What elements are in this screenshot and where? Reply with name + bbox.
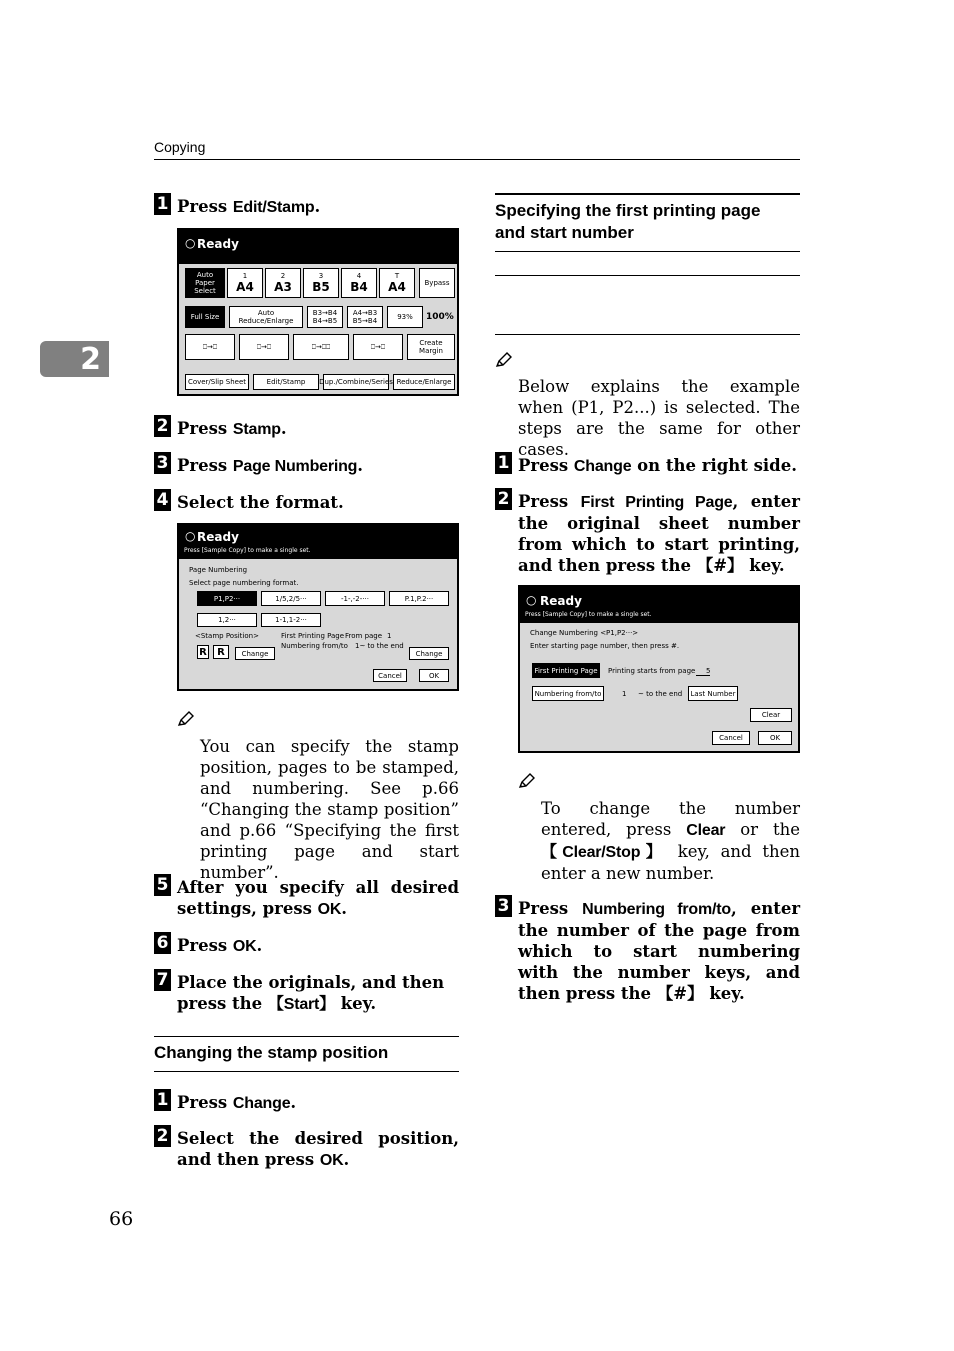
note-stamp-position: You can specify the stamp position, pages to be stamped, and numbering. See p.66 “Changing the stamp position” and p.66 “Specifying the first printing page and start number”. [200,737,459,882]
format-p1-button[interactable]: P1,P2··· [197,591,257,606]
key-ok: OK [319,1152,344,1169]
step-text: . [341,899,348,918]
full-size-button[interactable]: Full Size [185,306,225,328]
step-text: . [357,456,364,475]
format-p-dot-button[interactable]: P.1,P.2··· [389,591,449,606]
ratio-2-button[interactable]: A4→B3 B5→B4 [347,306,383,328]
stamp-position-label: <Stamp Position> [195,632,259,640]
right-section-rule-3 [495,334,800,335]
note-pencil-icon [177,711,195,727]
key-clear: Clear [686,822,726,839]
step-text: Select the format. [177,493,344,512]
running-header: Copying [154,139,206,155]
step-number: 4 [154,489,171,511]
step-text: Press [177,419,233,438]
step-number: 1 [495,452,512,474]
ok-button[interactable]: OK [758,731,792,745]
edit-stamp-tab[interactable]: Edit/Stamp [253,374,319,390]
header-rule [154,159,800,160]
auto-paper-select-button[interactable]: Auto Paper Select [185,268,225,298]
step-text: Select the desired position, and then press [177,1129,459,1169]
cancel-button[interactable]: Cancel [373,669,407,682]
step-number: 1 [154,1089,171,1111]
numbering-from-to-label: Numbering from/to [281,642,348,650]
key-start: 【Start】 [267,996,335,1013]
step-text: Press [177,456,233,475]
screen-ready-label: Ready [197,237,239,251]
clear-button[interactable]: Clear [750,708,792,722]
stamp-position-icon-1[interactable]: R [197,645,209,659]
step-text: Press [518,492,581,511]
screen-change-numbering [518,585,800,753]
section-rule-bottom [154,1071,459,1072]
screen-ready-label: Ready [540,594,582,608]
step-text: Press [518,899,583,918]
dup-combine-series-tab[interactable]: Dup./Combine/Series [323,374,389,390]
duplex-2-button[interactable]: ⎕→⎕ [239,334,289,360]
printing-starts-value[interactable]: 5 [696,667,710,676]
key-ok: OK [317,901,342,918]
screen-ready-label: Ready [197,530,239,544]
ratio-3-button[interactable]: 93% [387,306,423,328]
from-page-value: 1 [387,632,392,640]
ratio-1-button[interactable]: B3→B4 B4→B5 [307,306,343,328]
key-page-numbering: Page Numbering [232,458,358,475]
note-change-number [541,798,800,884]
key-first-printing-page: First Printing Page [580,494,733,511]
step-text: Press [177,936,233,955]
step-text: , enter the number of the page from which to start numbering with the number keys, and then press the 【#】 key. [518,899,801,1003]
step-text: Press [518,456,574,475]
printing-starts-label: Printing starts from page [608,667,696,675]
step-text: . [256,936,263,955]
key-ok: OK [232,938,257,955]
section-rule-top [154,1036,459,1037]
panel-prompt: Select page numbering format. [189,579,299,587]
to-end-label: 1~ to the end [355,642,404,650]
key-clear-stop: 【Clear/Stop】 [541,844,668,861]
step-text: Press [177,197,233,216]
step-text: key. [334,994,377,1013]
note-text: key, and then enter a new number. [541,842,800,883]
numbering-start-value: 1 [622,690,627,698]
right-section-rule-1 [495,251,800,252]
section-title-first-printing-page: Specifying the first printing page and start number [495,201,761,242]
step-number: 2 [495,488,512,510]
step-number: 5 [154,874,171,896]
step-text: , enter the original sheet number from which to start printing, and then press the 【#】 key. [518,492,801,575]
tray-2-button[interactable]: 2 A3 [265,268,301,298]
stamp-position-icon-2[interactable]: R [213,645,229,659]
first-printing-page-button[interactable]: First Printing Page [532,663,600,678]
format-1-1-button[interactable]: 1-1,1-2··· [261,613,321,627]
key-edit-stamp: Edit/Stamp [232,199,315,216]
ok-button[interactable]: OK [419,669,449,682]
right-section-rule-2 [495,275,800,276]
step-text: . [290,1093,297,1112]
step-number: 2 [154,415,171,437]
key-numbering-from-to: Numbering from/to [582,901,731,918]
reduce-enlarge-tab[interactable]: Reduce/Enlarge [393,374,455,390]
page-number: 66 [109,1208,134,1230]
change-numbering-button[interactable]: Change [409,647,449,660]
duplex-1-button[interactable]: ⎕→⎕ [185,334,235,360]
step-number: 2 [154,1125,171,1147]
format-1-5-button[interactable]: 1/5,2/5··· [261,591,321,606]
note-text: To change the number entered, press [541,799,800,839]
change-position-button[interactable]: Change [235,647,275,660]
step-number: 6 [154,932,171,954]
key-change: Change [232,1095,291,1112]
step-text: . [314,197,321,216]
tray-t-button[interactable]: T A4 [379,268,415,298]
step-text: on the right side. [631,456,797,475]
step-text: Press [177,1093,233,1112]
tray-3-button[interactable]: 3 B5 [303,268,339,298]
panel-title: Change Numbering <P1,P2···> [530,629,639,637]
create-margin-button[interactable]: Create Margin [407,334,455,360]
series-button[interactable]: ⎕→⎕ [353,334,403,360]
section-title-changing-stamp-position: Changing the stamp position [154,1043,389,1062]
cancel-button[interactable]: Cancel [712,731,750,745]
step-number: 3 [495,895,512,917]
tray-1-button[interactable]: 1 A4 [227,268,263,298]
step-text: . [280,419,287,438]
bypass-button[interactable]: Bypass [419,268,455,298]
tray-4-button[interactable]: 4 B4 [341,268,377,298]
combine-button[interactable]: ⎕→⎕⎕ [293,334,349,360]
last-number-button[interactable]: Last Number [688,686,738,701]
screen-status-bar: ○ Ready Press [Sample Copy] to make a single set. [179,525,457,559]
step-number: 3 [154,452,171,474]
screen-page-numbering [177,523,459,691]
key-change: Change [573,458,632,475]
key-stamp: Stamp [232,421,281,438]
step-number: 7 [154,969,171,991]
note-pencil-icon [495,352,513,368]
note-example-intro: Below explains the example when (P1, P2...) is selected. The steps are the same for other cases. [518,377,800,459]
step-text: . [343,1150,350,1169]
note-pencil-icon [518,773,536,789]
step-text: After you specify all desired settings, press [177,878,459,918]
right-section-rule-top [495,193,800,195]
panel-prompt: Enter starting page number, then press #. [530,642,680,650]
screen-copy-main [177,228,459,396]
numbering-from-to-button[interactable]: Numbering from/to [532,686,604,701]
screen-status-bar: ○ Ready [179,230,457,264]
cover-slip-sheet-tab[interactable]: Cover/Slip Sheet [185,374,249,390]
panel-title: Page Numbering [189,566,248,574]
screen-subtitle: Press [Sample Copy] to make a single set. [525,611,652,618]
zoom-readout: 100% [426,312,454,322]
first-printing-page-label: First Printing Page [281,632,345,640]
note-text: or the [725,820,800,839]
chapter-tab: 2 [40,341,109,377]
format-dash-button[interactable]: -1-,-2-··· [325,591,385,606]
to-end-label: ~ to the end [638,690,683,698]
screen-subtitle: Press [Sample Copy] to make a single set. [184,547,311,554]
screen-status-bar: ○ Ready Press [Sample Copy] to make a single set. [520,587,798,623]
step-text: Place the originals, and then press the [177,973,445,1013]
format-1-2-button[interactable]: 1,2··· [197,613,257,627]
step-number: 1 [154,193,171,215]
from-page-label: From page [345,632,383,640]
auto-reduce-enlarge-button[interactable]: Auto Reduce/Enlarge [229,306,303,328]
